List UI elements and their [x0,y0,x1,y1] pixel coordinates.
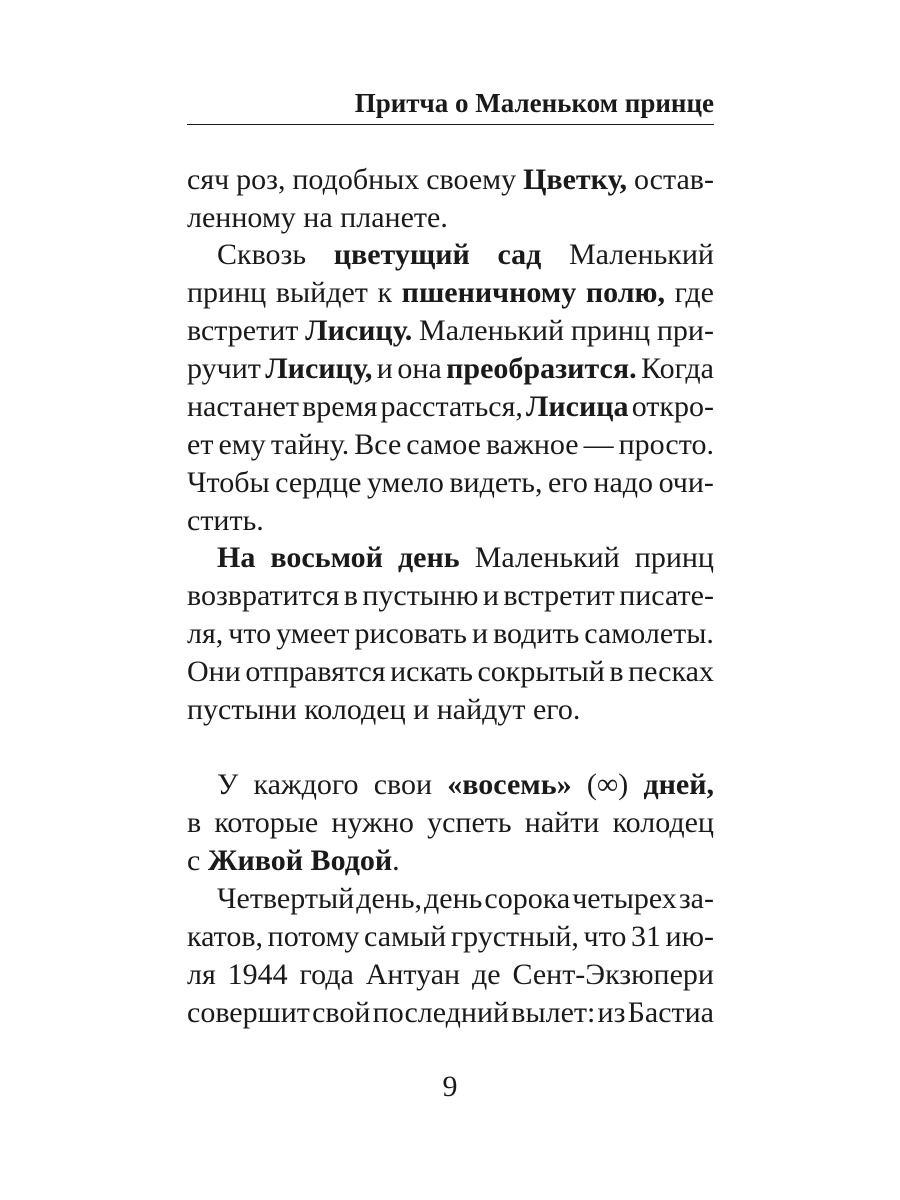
text-line: совершит свой последний вылет: из Бастиа [187,996,714,1029]
running-header [187,86,714,125]
running-header-title: Притча о Маленьком принце [354,88,714,118]
page-number: 9 [442,1070,458,1103]
text-line: Сквозь цветущий сад Маленький [217,238,714,271]
text-line: На восьмой день Маленький принц [217,541,714,574]
text-line: настанет время расстаться, Лисица откро- [187,390,714,423]
text-line: катов, потому самый грустный, что 31 ию- [187,920,714,953]
text-line: в которые нужно успеть найти колодец [187,806,714,839]
text-line: пустыни колодец и найдут его. [187,693,581,726]
text-line: принц выйдет к пшеничному полю, где [187,276,714,309]
text-line: ля, что умеет рисовать и водить самолеты. [187,617,714,650]
text-line: Они отправятся искать сокрытый в песках [187,655,714,688]
text-line: У каждого свои «восемь» (∞) дней, [217,768,714,801]
text-line: встретит Лисицу. Маленький принц при- [187,314,714,347]
text-line: ля 1944 года Антуан де Сент-Экзюпери [187,958,714,991]
text-line: ленному на планете. [187,201,448,234]
text-line: ет ему тайну. Все самое важное — просто. [187,428,714,461]
text-line: с Живой Водой. [187,844,400,877]
text-line: Четвертый день, день сорока четырех за- [217,882,714,915]
text-line: Чтобы сердце умело видеть, его надо очи- [187,466,714,499]
text-line: стить. [187,504,264,537]
text-line: ручит Лисицу, и она преобразится. Когда [187,352,714,385]
text-line: сяч роз, подобных своему Цветку, остав- [187,163,714,196]
text-line: возвратится в пустыню и встретит писате- [187,579,714,612]
